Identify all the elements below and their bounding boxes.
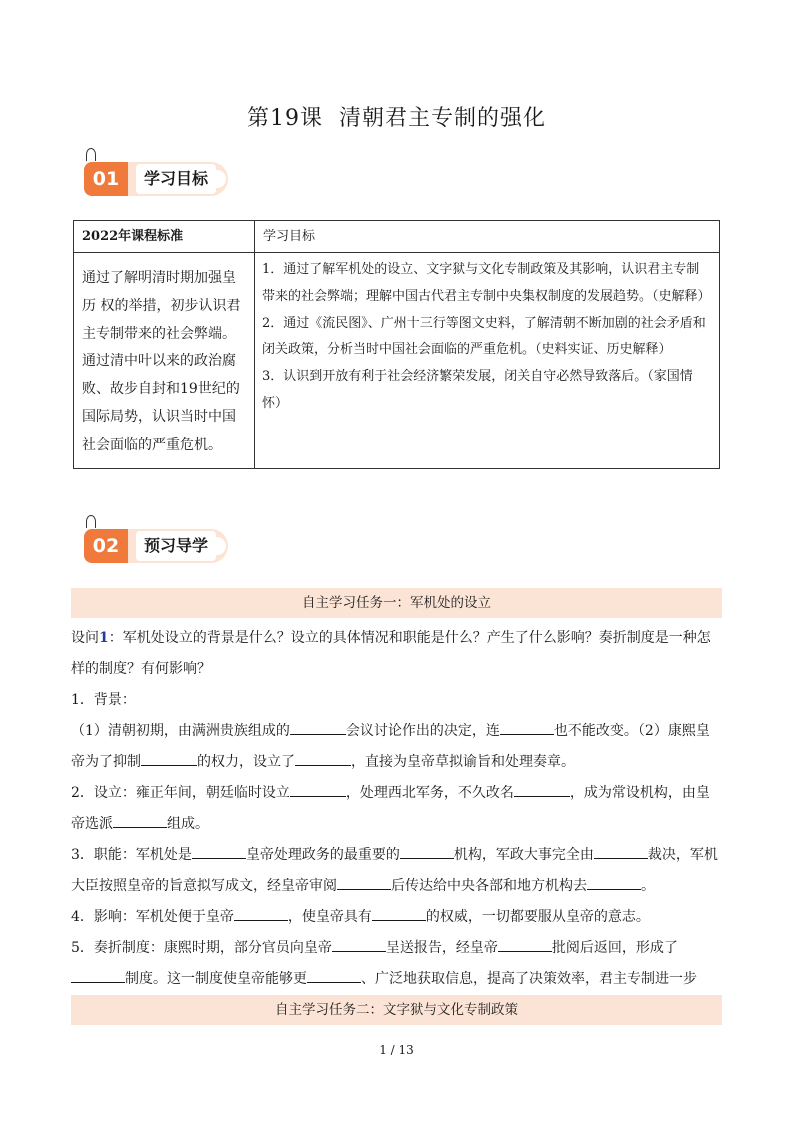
hook-icon [86,515,96,528]
table-row [74,253,720,469]
section-label: 预习导学 [136,531,216,561]
influence-paragraph: 4．影响：军机处便于皇帝 ，使皇帝具有 的权威，一切都要服从皇帝的意志。 [71,902,722,933]
fill-blank[interactable] [594,844,648,859]
standard-cell: 通过了解明清时期加强皇历 权的举措，初步认识君主专制带来的社会弊端。通过清中叶以来的政治腐败、故步自封和19世纪的国际局势，认识当时中国社会面临的严重危机。 [74,253,255,469]
section-badge-preview [82,519,232,565]
fill-blank[interactable] [234,906,288,921]
fill-blank[interactable] [71,968,125,983]
fill-blank[interactable] [113,813,167,828]
function-paragraph: 3．职能：军机处是 皇帝处理政务的最重要的 机构，军政大事完全由 裁决，军机大臣按照皇帝的旨意拟写成文，经皇帝审阅 后传达给中央各部和地方机构去 。 [71,840,722,902]
fill-blank[interactable] [295,751,351,766]
header-standard: 2022年课程标准 [74,221,255,253]
goals-table [73,220,720,469]
objectives-cell [255,253,720,469]
page-number: 1 / 13 [379,1043,414,1057]
fill-blank[interactable] [141,751,197,766]
section-badge-objectives [82,152,232,198]
fill-blank[interactable] [500,720,554,735]
fill-blank[interactable] [372,906,426,921]
objective-item: 1．通过了解军机处的设立、文字狱与文化专制政策及其影响，认识君主专制带来的社会弊端；理解中国古代君主专制中央集权制度的发展趋势。（史解释） [262,262,711,304]
fill-blank[interactable] [337,875,391,890]
fill-blank[interactable] [290,782,346,797]
page-title [0,101,793,132]
fill-blank[interactable] [400,844,454,859]
lesson-number: 第19课 [246,106,323,131]
fill-blank[interactable] [498,937,552,952]
section-number: 01 [84,162,128,196]
hook-icon [86,148,96,161]
section-number: 02 [84,529,128,563]
section-label: 学习目标 [136,164,216,194]
table-header-row [74,221,720,253]
fill-blank[interactable] [332,937,386,952]
fill-blank[interactable] [307,968,361,983]
task-bar-2: 自主学习任务二：文字狱与文化专制政策 [71,995,722,1025]
background-heading: 1．背景： [71,692,136,708]
header-objectives: 学习目标 [255,221,720,253]
question-1: 设问1：军机处设立的背景是什么？设立的具体情况和职能是什么？产生了什么影响？奏折制度是一种怎样的制度？有何影响？ [71,630,711,677]
lesson-name: 清朝君主专制的强化 [338,106,546,131]
objective-item: 2．通过《流民图》、广州十三行等图文史料，了解清朝不断加剧的社会矛盾和闭关政策，分析当时中国社会面临的严重危机。（史料实证、历史解释） [262,315,706,358]
background-paragraph: （1）清朝初期，由满洲贵族组成的 会议讨论作出的决定，连 也不能改变。（2）康熙皇帝为了抑制 的权力，设立了 ，直接为皇帝草拟谕旨和处理奏章。 [71,716,722,778]
memorial-paragraph: 5．奏折制度：康熙时期，部分官员向皇帝 呈送报告，经皇帝 批阅后返回，形成了制度。这一制度使皇帝能够更 、广泛地获取信息，提高了决策效率，君主专制进一步 [71,933,722,1026]
establishment-paragraph: 2．设立：雍正年间，朝廷临时设立 ，处理西北军务，不久改名 ，成为常设机构，由皇帝选派 组成。 [71,778,722,840]
fill-blank[interactable] [290,720,346,735]
fill-blank[interactable] [192,844,246,859]
objective-item: 3．认识到开放有利于社会经济繁荣发展，闭关自守必然导致落后。（家国情怀） [262,369,693,411]
preview-content [71,623,722,1026]
fill-blank[interactable] [587,875,641,890]
fill-blank[interactable] [514,782,570,797]
task-bar-1: 自主学习任务一：军机处的设立 [71,588,722,618]
